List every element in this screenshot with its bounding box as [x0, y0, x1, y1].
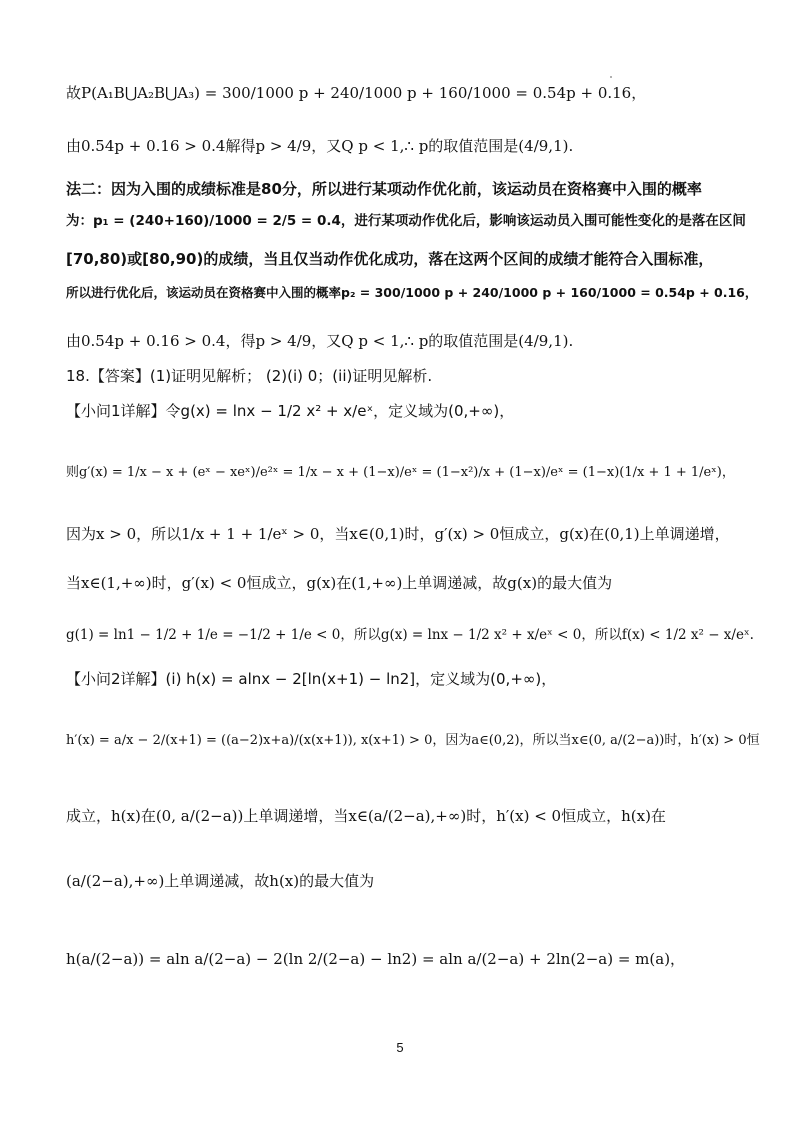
text-line-15: h′(x) = a/x − 2/(x+1) = ((a−2)x+a)/(x(x+1)), x(x+1) > 0，因为a∈(0,2)，所以当x∈(0, a/(2−a))时，h′(x) > 0恒	[66, 733, 760, 748]
text-line-13: g(1) = ln1 − 1/2 + 1/e = −1/2 + 1/e < 0，所以g(x) = lnx − 1/2 x² + x/eˣ < 0，所以f(x) < 1/2 x² − x/eˣ.	[66, 627, 754, 643]
text-line-18: h(a/(2−a)) = aln a/(2−a) − 2(ln 2/(2−a) − ln2) = aln a/(2−a) + 2ln(2−a) = m(a)，	[66, 950, 686, 968]
text-line-4: 为：p₁ = (240+160)/1000 = 2/5 = 0.4，进行某项动作优化后，影响该运动员入围可能性变化的是落在区间	[66, 213, 746, 229]
text-line-2: 由0.54p + 0.16 > 0.4解得p > 4/9，又Q p < 1,∴ p的取值范围是(4/9,1).	[66, 137, 574, 155]
text-line-17: (a/(2−a),+∞)上单调递减，故h(x)的最大值为	[66, 872, 375, 890]
text-line-7: 由0.54p + 0.16 > 0.4，得p > 4/9，又Q p < 1,∴ p的取值范围是(4/9,1).	[66, 332, 574, 350]
text-line-12: 当x∈(1,+∞)时，g′(x) < 0恒成立，g(x)在(1,+∞)上单调递减，故g(x)的最大值为	[66, 574, 613, 592]
text-line-11: 因为x > 0，所以1/x + 1 + 1/eˣ > 0，当x∈(0,1)时，g′(x) > 0恒成立，g(x)在(0,1)上单调递增，	[66, 525, 730, 543]
text-line-1: 故P(A₁B⋃A₂B⋃A₃) = 300/1000 p + 240/1000 p + 160/1000 = 0.54p + 0.16，	[66, 84, 647, 102]
stray-dot	[610, 76, 612, 78]
text-line-5: [70,80)或[80,90)的成绩，当且仅当动作优化成功，落在这两个区间的成绩才能符合入围标准，	[66, 250, 714, 268]
answer-line: 18.【答案】(1)证明见解析； (2)(i) 0；(ii)证明见解析.	[66, 367, 433, 385]
text-line-14: 【小问2详解】(i) h(x) = alnx − 2[ln(x+1) − ln2]，定义域为(0,+∞)，	[66, 670, 557, 688]
page-number: 5	[396, 1040, 404, 1055]
text-line-3: 法二：因为入围的成绩标准是80分，所以进行某项动作优化前，该运动员在资格赛中入围的概率	[66, 180, 702, 198]
text-line-6: 所以进行优化后，该运动员在资格赛中入围的概率p₂ = 300/1000 p + 240/1000 p + 160/1000 = 0.54p + 0.16，	[66, 285, 758, 300]
text-line-10: 则g′(x) = 1/x − x + (eˣ − xeˣ)/e²ˣ = 1/x − x + (1−x)/eˣ = (1−x²)/x + (1−x)/eˣ = (1−x)(1/x + 1 + 1/eˣ)，	[66, 465, 735, 480]
text-line-9: 【小问1详解】令g(x) = lnx − 1/2 x² + x/eˣ，定义域为(0,+∞)，	[66, 402, 515, 420]
text-line-16: 成立，h(x)在(0, a/(2−a))上单调递增，当x∈(a/(2−a),+∞)时，h′(x) < 0恒成立，h(x)在	[66, 807, 666, 825]
